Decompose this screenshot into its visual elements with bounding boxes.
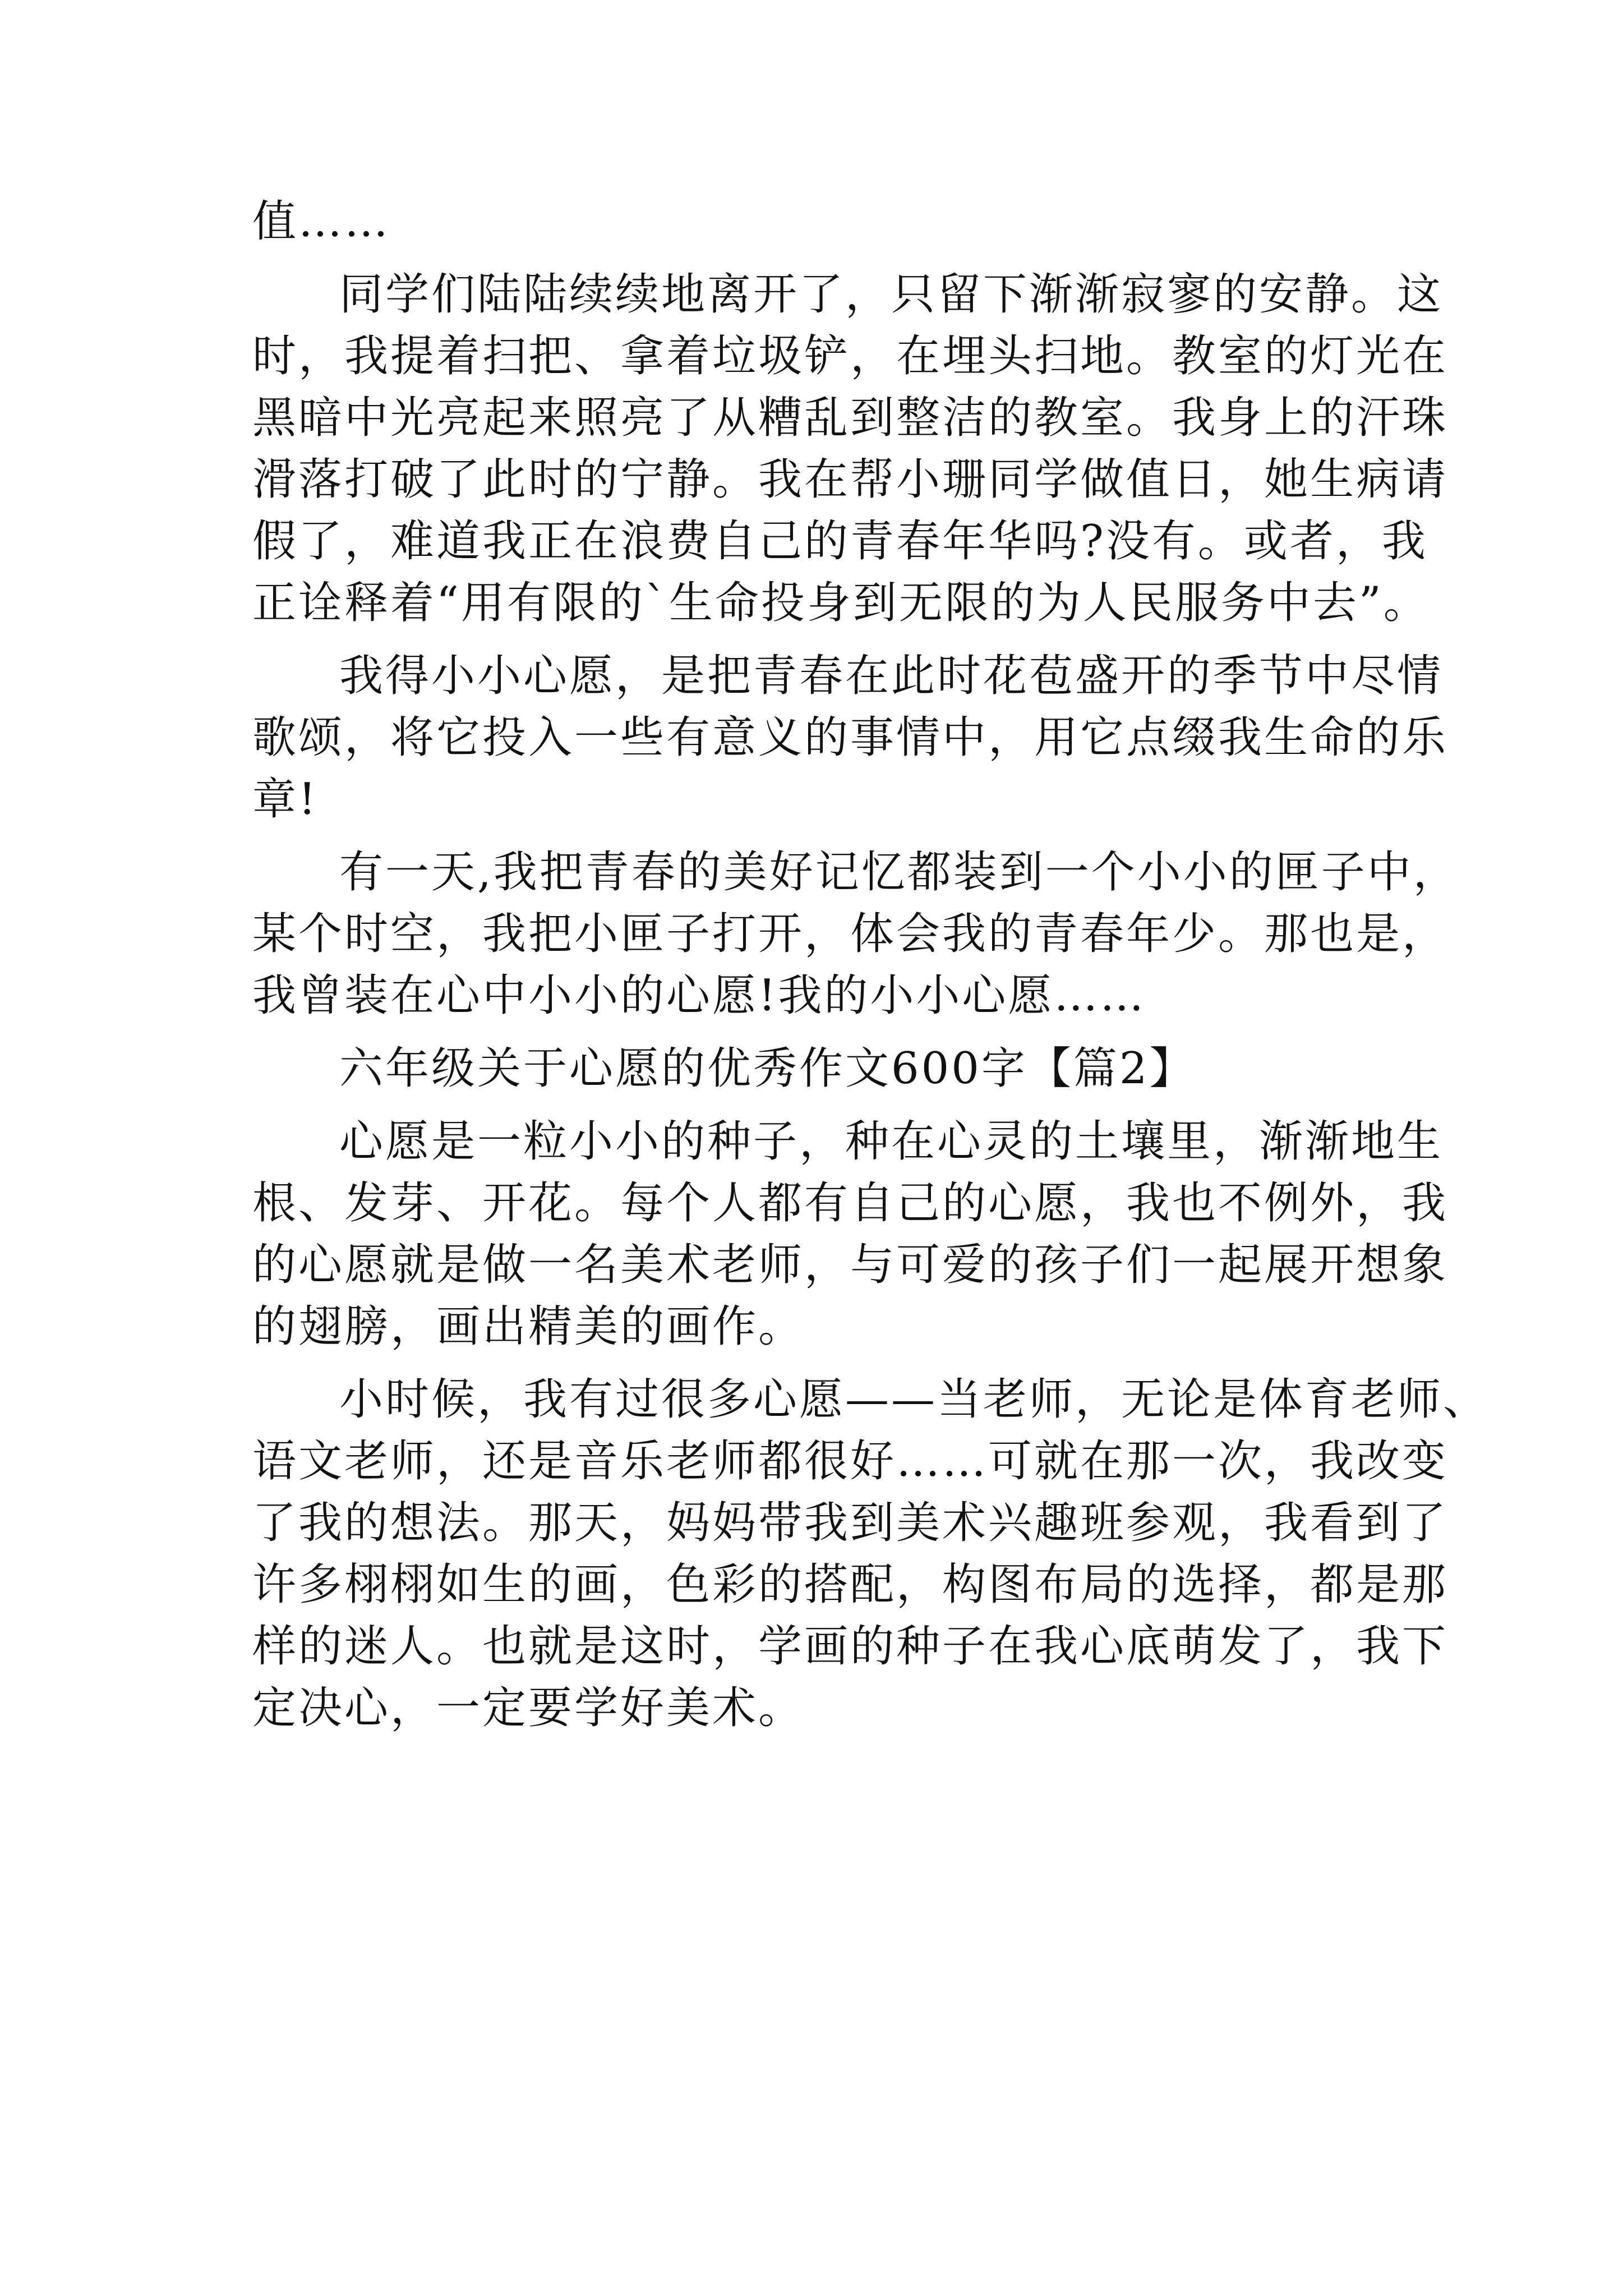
text-line: 值…… <box>252 196 391 247</box>
text-line: 同学们陆陆续续地离开了，只留下渐渐寂寥的安静。这 <box>339 269 1444 320</box>
text-line: 的心愿就是做一名美术老师，与可爱的孩子们一起展开想象 <box>252 1240 1449 1290</box>
section-heading: 六年级关于心愿的优秀作文600字【篇2】 <box>339 1043 1196 1094</box>
text-line: 有一天,我把青春的美好记忆都装到一个小小的匣子中， <box>339 847 1459 898</box>
text-line: 了我的想法。那天，妈妈带我到美术兴趣班参观，我看到了 <box>252 1498 1449 1548</box>
text-line: 我曾装在心中小小的心愿!我的小小心愿…… <box>252 970 1146 1021</box>
text-line: 时，我提着扫把、拿着垃圾铲，在埋头扫地。教室的灯光在 <box>252 331 1449 381</box>
text-line: 的翅膀，画出精美的画作。 <box>252 1301 805 1352</box>
text-line: 根、发芽、开花。每个人都有自己的心愿，我也不例外，我 <box>252 1178 1449 1228</box>
text-line: 许多栩栩如生的画，色彩的搭配，构图布局的选择，都是那 <box>252 1559 1449 1610</box>
text-line: 样的迷人。也就是这时，学画的种子在我心底萌发了，我下 <box>252 1621 1449 1672</box>
text-line: 正诠释着“用有限的`生命投身到无限的为人民服务中去”。 <box>252 578 1430 628</box>
text-line: 我得小小心愿，是把青春在此时花苞盛开的季节中尽情 <box>339 651 1444 701</box>
text-line: 章! <box>252 774 319 825</box>
text-line: 小时候，我有过很多心愿——当老师，无论是体育老师、 <box>339 1374 1490 1425</box>
text-line: 心愿是一粒小小的种子，种在心灵的土壤里，渐渐地生 <box>339 1116 1444 1167</box>
text-line: 黑暗中光亮起来照亮了从糟乱到整洁的教室。我身上的汗珠 <box>252 393 1449 443</box>
text-line: 定决心，一定要学好美术。 <box>252 1683 805 1733</box>
text-line: 滑落打破了此时的宁静。我在帮小珊同学做值日，她生病请 <box>252 454 1449 505</box>
text-line: 歌颂，将它投入一些有意义的事情中，用它点缀我生命的乐 <box>252 712 1449 763</box>
text-line: 某个时空，我把小匣子打开，体会我的青春年少。那也是， <box>252 909 1449 959</box>
text-line: 语文老师，还是音乐老师都很好……可就在那一次，我改变 <box>252 1436 1449 1487</box>
text-line: 假了，难道我正在浪费自己的青春年华吗?没有。或者，我 <box>252 516 1428 567</box>
